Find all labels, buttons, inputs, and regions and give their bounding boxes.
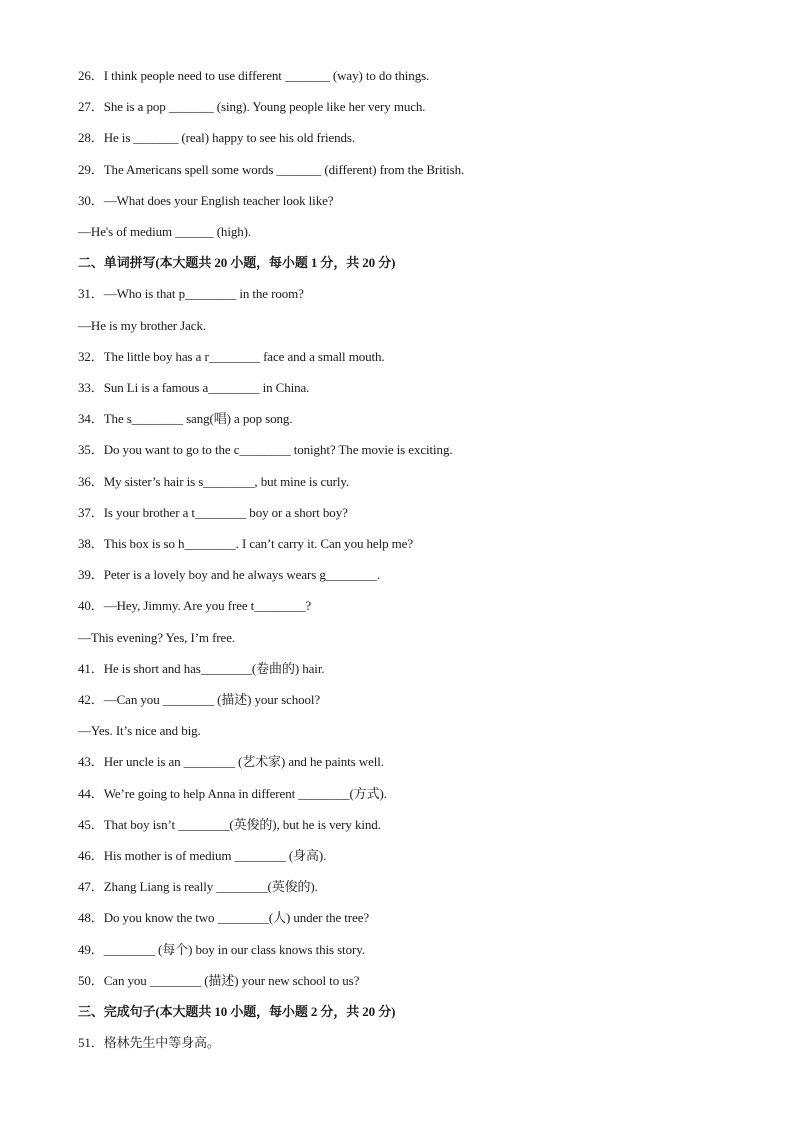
section-heading: 三、完成句子(本大题共 10 小题，每小题 2 分，共 20 分) [78,1004,396,1019]
question-line: 46．His mother is of medium ________ (身高). [78,848,327,863]
question-line: 40．—Hey, Jimmy. Are you free t________? [78,598,312,614]
question-line: 38．This box is so h________. I can’t carry it. Can you help me? [78,536,414,551]
question-line: 33．Sun Li is a famous a________ in China. [78,380,310,395]
question-line: 48．Do you know the two ________(人) under the tree? [78,910,370,926]
question-line: 51．格林先生中等身高。 [78,1035,220,1051]
question-line: 43．Her uncle is an ________ (艺术家) and he paints well. [78,754,384,770]
question-line: —He is my brother Jack. [78,317,207,333]
question-line: 49．________ (每个) boy in our class knows this story. [78,941,365,957]
question-line: 41．He is short and has________(卷曲的) hair. [78,660,325,676]
question-line: —This evening? Yes, I’m free. [78,629,236,645]
question-line: 47．Zhang Liang is really ________(英俊的). [78,879,318,895]
question-line: 36．My sister’s hair is s________, but mine is curly. [78,473,350,489]
question-line: 28．He is _______ (real) happy to see his old friends. [78,130,356,146]
question-line: 39．Peter is a lovely boy and he always wears g________. [78,567,381,583]
question-line: 26．I think people need to use different _______ (way) to do things. [78,68,430,83]
question-line: 44．We’re going to help Anna in different ________(方式). [78,785,387,801]
question-line: 30．—What does your English teacher look like? [78,192,334,208]
question-line: 31．—Who is that p________ in the room? [78,286,304,302]
question-line: 34．The s________ sang(唱) a pop song. [78,411,293,427]
section-heading: 二、单词拼写(本大题共 20 小题，每小题 1 分，共 20 分) [78,255,396,271]
question-line: 50．Can you ________ (描述) your new school to us? [78,972,360,988]
question-line: 27．She is a pop _______ (sing). Young people like her very much. [78,99,426,115]
question-line: 29．The Americans spell some words _______ (different) from the British. [78,161,465,177]
question-line: —Yes. It’s nice and big. [78,723,201,739]
question-line: 32．The little boy has a r________ face and a small mouth. [78,348,385,364]
question-line: —He's of medium ______ (high). [78,224,252,239]
question-line: 42．—Can you ________ (描述) your school? [78,692,321,707]
question-line: 37．Is your brother a t________ boy or a short boy? [78,504,348,520]
question-line: 35．Do you want to go to the c________ tonight? The movie is exciting. [78,442,453,458]
question-line: 45．That boy isn’t ________(英俊的), but he is very kind. [78,816,381,832]
